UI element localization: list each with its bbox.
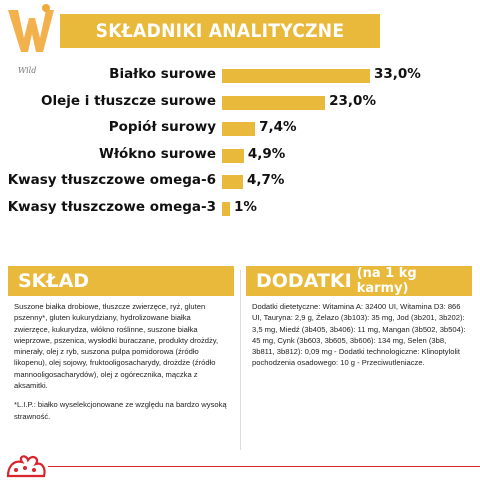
dodatki-header xyxy=(246,266,472,296)
analytic-label: Kwasy tłuszczowe omega-3 xyxy=(7,198,216,215)
analytic-label: Kwasy tłuszczowe omega-6 xyxy=(7,172,216,188)
dodatki-text: Dodatki dietetyczne: Witamina A: 32400 UI, Witamina D3: 866 UI, Tauryna: 2,9 g, Żelazo (3b103): 35 mg, Jod (3b201, 3b202): 3,5 mg, Miedź (3b405, 3b406): 11 mg, Mangan (3b502, 3b504): 45 mg, Cynk (3b603, 3b605, 3b606): 134 mg, Selen (3b8, 3b811, 3b812): 0,09 mg - Dodatki technologiczne: Klinoptylolit pochodzenia osadowego: 10 g - Przeciwutleniacze. xyxy=(252,302,466,368)
sklad-text: Suszone białka drobiowe, tłuszcze zwierzęce, ryż, gluten pszenny*, gluten kukurydziany, hydrolizowane białka zwierzęce, kukurydza, włókno roślinne, suszone białka wieprzowe, pszenica, wysłodki buraczane, produkty drożdży, minerały, olej z ryb, suszona pulpa pomidorowa (źródło likopenu), olej sojowy, fruktooligosacharydy, drożdże (źródło mannooligosacharydów), olej z ogórecznika, mączka z aksamitki. xyxy=(14,302,219,391)
footer-divider-line xyxy=(48,466,480,467)
analytic-value: 4,7% xyxy=(247,172,285,188)
analytic-value: 7,4% xyxy=(259,119,297,135)
analytic-bar xyxy=(222,96,325,110)
analytic-value: 4,9% xyxy=(247,145,286,162)
sklad-title: SKŁAD xyxy=(18,270,90,292)
analytic-value: 33,0% xyxy=(374,66,421,82)
section-title: SKŁADNIKI ANALITYCZNE xyxy=(95,20,345,42)
analytic-bar xyxy=(222,202,230,216)
analytic-label: Białko surowe xyxy=(109,66,216,82)
analytic-label: Oleje i tłuszcze surowe xyxy=(41,92,216,109)
analytics-list xyxy=(0,0,480,230)
royal-canin-crown-icon xyxy=(0,452,50,480)
dodatki-subtitle: (na 1 kg karmy) xyxy=(356,266,417,296)
dodatki-panel xyxy=(246,266,472,468)
sklad-panel xyxy=(8,266,234,468)
analytic-bar xyxy=(222,175,243,189)
panel-divider xyxy=(240,270,241,450)
analytic-label: Włókno surowe xyxy=(99,145,216,162)
brand-logo-text: Wild xyxy=(18,66,37,75)
analytic-bar xyxy=(222,149,244,163)
analytic-bar xyxy=(222,69,370,83)
sklad-header xyxy=(8,266,234,296)
analytic-label: Popiół surowy xyxy=(108,119,216,135)
analytic-value: 23,0% xyxy=(329,92,376,109)
dodatki-title: DODATKI xyxy=(256,270,352,292)
analytic-value: 1% xyxy=(234,198,257,215)
sklad-footnote: *L.I.P.: białko wyselekcjonowane ze względu na bardzo wysoką strawność. xyxy=(14,400,227,421)
analytic-bar xyxy=(222,122,255,136)
